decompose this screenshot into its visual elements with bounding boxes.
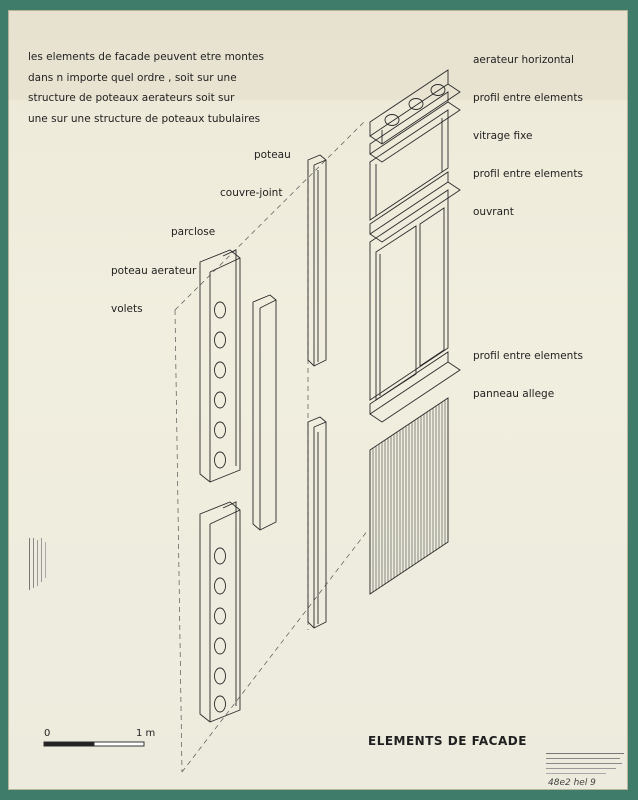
scale-label-zero: 0 [44, 728, 51, 739]
note-line: les elements de facade peuvent etre montes [28, 51, 264, 63]
volet-plate [253, 295, 276, 530]
label-profil-entre-elements-2: profil entre elements [473, 168, 583, 180]
label-aerateur-horizontal: aerateur horizontal [473, 54, 574, 66]
aerateur-horizontal-element [370, 70, 460, 144]
label-parclose: parclose [171, 226, 216, 238]
note-line: structure de poteaux aerateurs soit sur [28, 92, 235, 104]
panneau-allege-ribs [370, 398, 448, 594]
label-panneau-allege: panneau allege [473, 388, 555, 400]
sheet-number: 48e2 hel 9 [548, 778, 596, 788]
label-profil-entre-elements-3: profil entre elements [473, 350, 583, 362]
note-line: dans n importe quel ordre , soit sur une [28, 71, 237, 84]
drawing-sheet [8, 10, 628, 790]
poteau-tubulaire-upper [308, 155, 326, 366]
label-volets: volets [111, 303, 143, 315]
label-vitrage-fixe: vitrage fixe [473, 130, 533, 142]
drawing-title: ELEMENTS DE FACADE [368, 734, 527, 748]
ouvrant-element [370, 190, 448, 400]
exploded-facade-drawing [8, 10, 628, 790]
note-line: une sur une structure de poteaux tubulaires [28, 112, 261, 125]
label-ouvrant: ouvrant [473, 206, 514, 218]
dashed-alignment-lines [175, 122, 368, 772]
scale-bar [44, 742, 144, 746]
poteau-aerateur-lower [200, 502, 240, 722]
label-couvre-joint: couvre-joint [220, 187, 283, 199]
label-poteau-aerateur: poteau aerateur [111, 265, 197, 277]
scale-label-one-meter: 1 m [136, 728, 156, 739]
label-profil-entre-elements-1: profil entre elements [473, 92, 583, 104]
poteau-tubulaire-lower [308, 417, 326, 628]
label-poteau: poteau [254, 149, 291, 161]
profil-entre-elements-2 [370, 172, 460, 242]
poteau-aerateur-upper [200, 250, 240, 482]
profil-entre-elements-3 [370, 352, 460, 422]
